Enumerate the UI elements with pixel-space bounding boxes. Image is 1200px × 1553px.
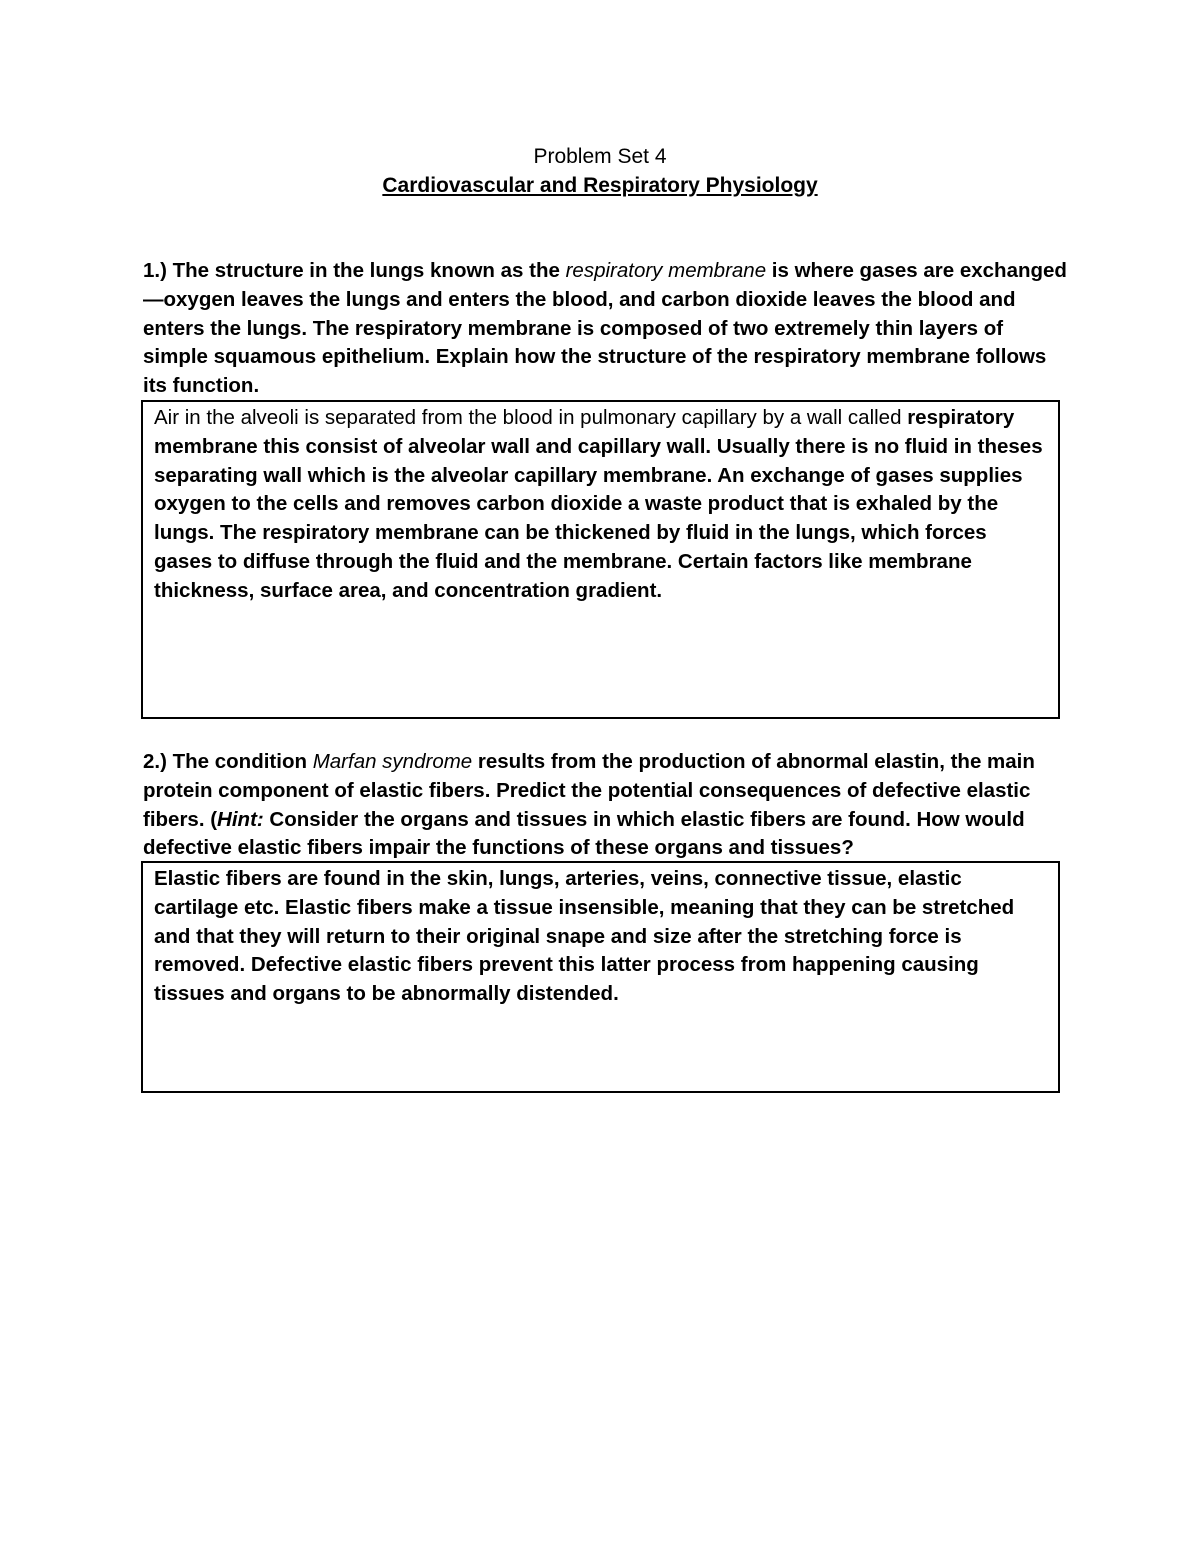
question-1-term: respiratory membrane	[565, 259, 767, 282]
question-1-lead: 1.) The structure in the lungs known as the	[143, 259, 566, 282]
question-2-term: Marfan syndrome	[312, 750, 473, 773]
page-title: Problem Set 4	[533, 145, 667, 168]
answer-1-start: Air in the alveoli is separated from the blood in pulmonary capillary by a wall called	[154, 406, 902, 429]
question-1-text: is where gases are exchanged—oxygen leaves the lungs and enters the blood, and carbon dioxide leaves the blood and enters the lungs. The respiratory membrane is composed of two extremely thin layers of simple squamous epithelium. Explain how the structure of the respiratory membrane follows its function.	[143, 259, 1067, 398]
question-1	[143, 257, 1068, 401]
answer-box-1[interactable]	[141, 400, 1060, 719]
answer-2-text: Elastic fibers are found in the skin, lungs, arteries, veins, connective tissue, elastic cartilage etc. Elastic fibers make a tissue insensible, meaning that they can be stretched and that they will return to their original snape and size after the stretching force is removed. Defective elastic fibers prevent this latter process from happening causing tissues and organs to be abnormally distended.	[154, 867, 1015, 1006]
page-subtitle: Cardiovascular and Respiratory Physiology	[382, 174, 818, 197]
answer-box-2[interactable]	[141, 861, 1060, 1093]
question-2-hint-label: Hint:	[217, 807, 264, 831]
question-2-text: Consider the organs and tissues in which elastic fibers are found. How would defective elastic fibers impair the functions of these organs and tissues?	[143, 807, 1025, 860]
question-2	[143, 748, 1068, 863]
answer-1-text: respiratory membrane this consist of alveolar wall and capillary wall. Usually there is no fluid in theses separating wall which is the alveolar capillary membrane. An exchange of gases supplies oxygen to the cells and removes carbon dioxide a waste product that is exhaled by the lungs. The respiratory membrane can be thickened by fluid in the lungs, which forces gases to diffuse through the fluid and the membrane. Certain factors like membrane thickness, surface area, and concentration gradient.	[154, 406, 1043, 602]
question-2-lead: 2.) The condition	[143, 750, 313, 773]
question-2-mid: results from the production of abnormal elastin, the main protein component of elastic fibers. Predict the potential consequences of defective elastic fibers. (	[143, 750, 1035, 831]
